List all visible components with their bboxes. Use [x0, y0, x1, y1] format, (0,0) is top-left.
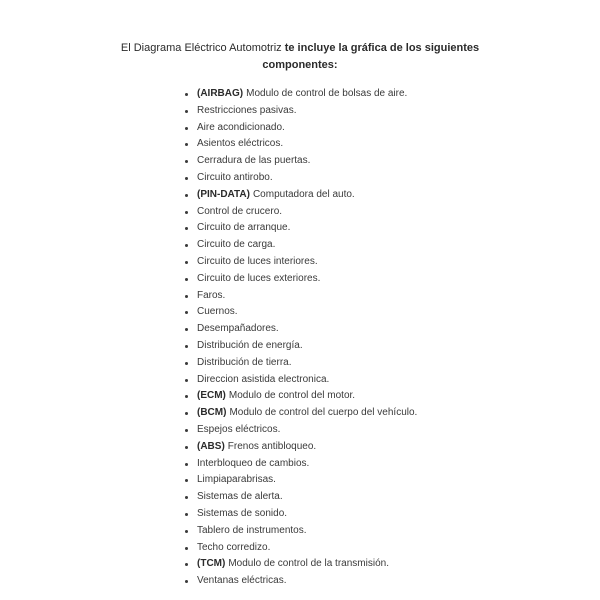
item-text: Circuito de luces interiores.	[197, 255, 318, 267]
list-item	[181, 556, 417, 573]
item-acronym: (BCM)	[197, 407, 227, 419]
list-item	[181, 456, 417, 473]
bullet-icon	[185, 379, 188, 382]
item-text: Desempañadores.	[197, 323, 279, 335]
item-acronym: (ABS)	[197, 440, 225, 452]
list-item	[181, 489, 417, 506]
bullet-icon	[185, 160, 188, 163]
bullet-icon	[185, 278, 188, 281]
list-item	[181, 523, 417, 540]
list-item	[181, 506, 417, 523]
intro-heading	[0, 40, 600, 74]
intro-bold-text-2: componentes:	[262, 59, 338, 71]
bullet-icon	[185, 580, 188, 583]
list-item	[181, 271, 417, 288]
intro-line-1	[0, 40, 600, 57]
bullet-icon	[185, 395, 188, 398]
item-text: Ventanas eléctricas.	[197, 575, 287, 587]
list-item	[181, 86, 417, 103]
item-text: Distribución de energía.	[197, 339, 303, 351]
bullet-icon	[185, 563, 188, 566]
list-item	[181, 304, 417, 321]
bullet-icon	[185, 547, 188, 550]
item-text: Tablero de instrumentos.	[197, 524, 307, 536]
list-item	[181, 422, 417, 439]
list-item	[181, 540, 417, 557]
bullet-icon	[185, 295, 188, 298]
item-text: Modulo de control del motor.	[228, 390, 356, 402]
item-text: Distribución de tierra.	[197, 356, 292, 368]
item-text: Computadora del auto.	[252, 188, 355, 200]
bullet-icon	[185, 227, 188, 230]
list-item	[181, 321, 417, 338]
bullet-icon	[185, 463, 188, 466]
bullet-icon	[185, 311, 188, 314]
item-text: Sistemas de sonido.	[197, 507, 288, 519]
bullet-icon	[185, 93, 188, 96]
list-item	[181, 220, 417, 237]
list-item	[181, 439, 417, 456]
bullet-icon	[185, 362, 188, 365]
bullet-icon	[185, 345, 188, 348]
item-acronym: (AIRBAG)	[197, 88, 244, 99]
item-acronym: (PIN-DATA)	[197, 188, 250, 200]
list-item	[181, 120, 417, 137]
bullet-icon	[185, 127, 188, 130]
bullet-icon	[185, 143, 188, 146]
item-acronym: (ECM)	[197, 390, 226, 402]
list-item	[181, 472, 417, 489]
bullet-icon	[185, 244, 188, 247]
intro-lead-text: El Diagrama Eléctrico Automotriz	[120, 42, 282, 54]
item-acronym: (TCM)	[197, 558, 226, 570]
item-text: Cuernos.	[197, 306, 238, 318]
intro-bold-text-1: te incluye la gráfica de los siguientes	[284, 42, 480, 54]
item-text: Circuito de arranque.	[197, 222, 291, 234]
item-text: Modulo de control de bolsas de aire.	[246, 88, 408, 99]
component-list	[181, 86, 417, 590]
list-item	[181, 288, 417, 305]
item-text: Frenos antibloqueo.	[227, 440, 317, 452]
bullet-icon	[185, 479, 188, 482]
item-text: Circuito de carga.	[197, 239, 276, 251]
bullet-icon	[185, 496, 188, 499]
item-text: Circuito de luces exteriores.	[197, 272, 321, 284]
item-text: Interbloqueo de cambios.	[197, 457, 310, 469]
bullet-icon	[185, 261, 188, 264]
bullet-icon	[185, 211, 188, 214]
list-item	[181, 338, 417, 355]
list-item	[181, 103, 417, 120]
bullet-icon	[185, 446, 188, 449]
item-text: Aire acondicionado.	[197, 121, 285, 133]
list-item	[181, 237, 417, 254]
bullet-icon	[185, 110, 188, 113]
bullet-icon	[185, 177, 188, 180]
item-text: Direccion asistida electronica.	[197, 373, 330, 385]
item-text: Modulo de control de la transmisión.	[228, 558, 389, 570]
list-item	[181, 187, 417, 204]
item-text: Espejos eléctricos.	[197, 423, 281, 435]
list-item	[181, 573, 417, 590]
item-text: Faros.	[197, 289, 226, 301]
item-text: Circuito antirobo.	[197, 171, 273, 183]
list-item	[181, 136, 417, 153]
list-item	[181, 254, 417, 271]
list-item	[181, 153, 417, 170]
list-item	[181, 170, 417, 187]
item-text: Cerradura de las puertas.	[197, 155, 311, 167]
item-text: Sistemas de alerta.	[197, 491, 283, 503]
bullet-icon	[185, 412, 188, 415]
bullet-icon	[185, 530, 188, 533]
list-item	[181, 405, 417, 422]
item-text: Restricciones pasivas.	[197, 104, 297, 116]
list-item	[181, 372, 417, 389]
list-item	[181, 204, 417, 221]
item-text: Control de crucero.	[197, 205, 283, 217]
item-text: Modulo de control del cuerpo del vehículo.	[229, 407, 418, 419]
bullet-icon	[185, 328, 188, 331]
bullet-icon	[185, 194, 188, 197]
list-item	[181, 388, 417, 405]
item-text: Asientos eléctricos.	[197, 138, 284, 150]
bullet-icon	[185, 513, 188, 516]
item-text: Limpiaparabrisas.	[197, 474, 276, 486]
list-item	[181, 355, 417, 372]
bullet-icon	[185, 429, 188, 432]
item-text: Techo corredizo.	[197, 541, 271, 553]
